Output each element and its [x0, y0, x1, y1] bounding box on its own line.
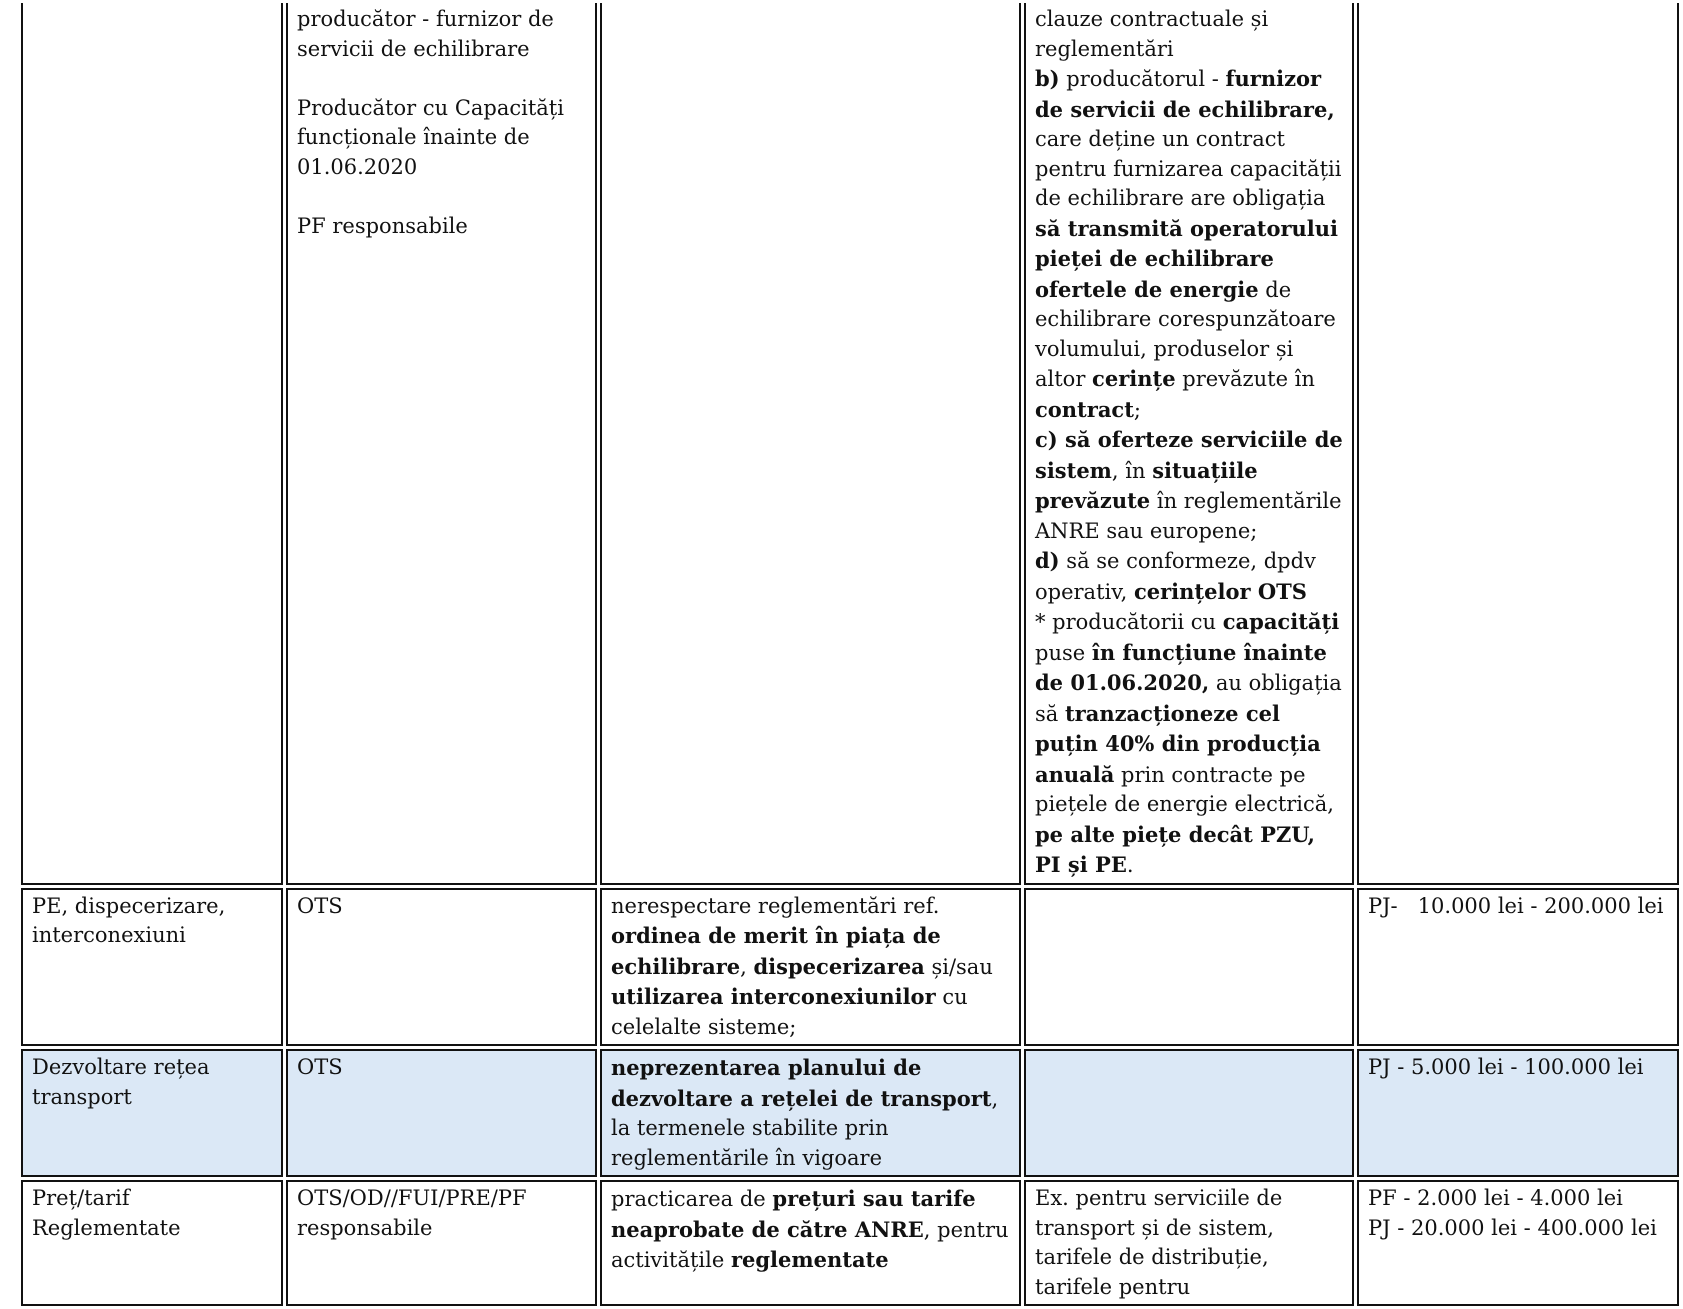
table-cell-obligations: Ex. pentru serviciile de transport și de sistem, tarifele de distribuție, tarifele pentru [1024, 1180, 1354, 1306]
bold-text: în funcțiune înainte de 01.06.2020, [1035, 639, 1327, 695]
table-cell-penalty [1357, 1180, 1679, 1306]
table-cell-subject: OTS [286, 888, 597, 1047]
table-cell-category: PE, dispecerizare, interconexiuni [21, 888, 283, 1047]
bold-text: c) să oferteze serviciile de sistem [1035, 427, 1343, 483]
text: și/sau [924, 954, 993, 979]
table-cell-category: Dezvoltare rețea transport [21, 1049, 283, 1177]
cell-line: producător - furnizor de [297, 7, 554, 31]
cell-line: PJ - 20.000 lei - 400.000 lei [1368, 1215, 1657, 1240]
bold-text: contract [1035, 396, 1134, 422]
bold-text: d) [1035, 548, 1060, 573]
bold-text: b) [1035, 66, 1060, 91]
text: prin contracte pe piețele de energie electrică, [1035, 762, 1334, 816]
table-cell-obligations [1024, 1049, 1354, 1177]
table-row [21, 1180, 1679, 1306]
text: practicarea de [611, 1187, 773, 1211]
bold-text: situațiile prevăzute [1035, 457, 1258, 513]
text: , [740, 954, 754, 979]
table-cell-subject [286, 1180, 597, 1306]
bold-text: dispecerizarea [753, 953, 925, 979]
table-cell-subject [286, 3, 597, 885]
bold-text: ordinea de merit în piața de echilibrare [611, 923, 941, 979]
cell-line: OTS/OD//FUI/PRE/PF [297, 1186, 527, 1210]
text: prevăzute în [1175, 367, 1315, 391]
obligation-note [1035, 607, 1343, 881]
table-cell-obligations [1024, 3, 1354, 885]
text: * producătorii cu [1035, 610, 1223, 634]
bold-text: utilizarea interconexiunilor [611, 984, 936, 1009]
table-cell-penalty: PJ- 10.000 lei - 200.000 lei [1357, 888, 1679, 1047]
blank-line [297, 182, 586, 212]
bold-text: cerințe [1092, 366, 1176, 391]
text: , la termenele stabilite prin reglementările în vigoare [611, 1086, 999, 1170]
bold-text: tranzacționeze cel puțin 40% din producția anuală [1035, 700, 1321, 787]
table-cell-penalty [1357, 3, 1679, 885]
text: în reglementările ANRE sau europene; [1035, 489, 1342, 543]
cell-line: PF responsabile [297, 213, 468, 238]
table-cell-deed [600, 1049, 1021, 1177]
bold-text: reglementate [730, 1247, 889, 1272]
text: puse [1035, 640, 1092, 665]
table-cell-category [21, 1180, 283, 1306]
bold-text: capacități [1222, 609, 1340, 634]
table-cell-deed [600, 1180, 1021, 1306]
text: cu celelalte sisteme; [611, 985, 968, 1039]
cell-line: servicii de echilibrare [297, 36, 530, 61]
cell-line: reglementări [1035, 36, 1174, 61]
bold-text: prețuri sau tarife neaprobate de către ANRE [611, 1186, 976, 1242]
obligation-b [1035, 64, 1343, 425]
text: . [1126, 853, 1134, 877]
text: care deține un contract pentru furnizarea capacității de echilibrare are obligația [1035, 127, 1342, 210]
text: ; [1133, 397, 1141, 422]
bold-text: cerințelor OTS [1133, 578, 1307, 604]
cell-line: funcționale înainte de [297, 125, 530, 149]
table-cell-deed [600, 888, 1021, 1047]
cell-line: PF - 2.000 lei - 4.000 lei [1368, 1186, 1623, 1210]
text: producătorul - [1059, 67, 1226, 91]
text: , pentru activitățile [611, 1217, 1009, 1272]
table-cell-category [21, 3, 283, 885]
bold-text: pe alte piețe decât PZU, PI și PE [1035, 821, 1315, 877]
blank-line [297, 64, 586, 94]
table-row [21, 3, 1679, 885]
table-cell-obligations [1024, 888, 1354, 1047]
text: , în [1111, 458, 1153, 483]
cell-line: Preț/tarif [32, 1186, 130, 1210]
text: au obligația să [1035, 671, 1342, 726]
obligation-d [1035, 546, 1343, 607]
cell-line: Producător cu Capacități [297, 95, 564, 120]
bold-text: să transmită operatorului pieței de echilibrare ofertele de energie [1035, 215, 1339, 302]
obligation-c [1035, 425, 1343, 546]
cell-line: clauze contractuale și [1035, 7, 1269, 31]
table-cell-deed [600, 3, 1021, 885]
table-cell-subject: OTS [286, 1049, 597, 1177]
table-row [21, 1049, 1679, 1177]
bold-text: neprezentarea planului de dezvoltare a rețelei de transport [611, 1055, 992, 1111]
bold-text: furnizor de servicii de echilibrare, [1035, 66, 1335, 122]
text: de echilibrare corespunzătoare volumului, produselor și altor [1035, 277, 1336, 391]
table-cell-penalty: PJ - 5.000 lei - 100.000 lei [1357, 1049, 1679, 1177]
text: nerespectare reglementări ref. [611, 893, 940, 918]
cell-line: 01.06.2020 [297, 154, 418, 179]
text: să se conformeze, dpdv operativ, [1035, 549, 1316, 604]
cell-line: responsabile [297, 1215, 433, 1240]
penalties-table [18, 0, 1682, 1309]
table-row [21, 888, 1679, 1047]
cell-line: Reglementate [32, 1215, 181, 1240]
